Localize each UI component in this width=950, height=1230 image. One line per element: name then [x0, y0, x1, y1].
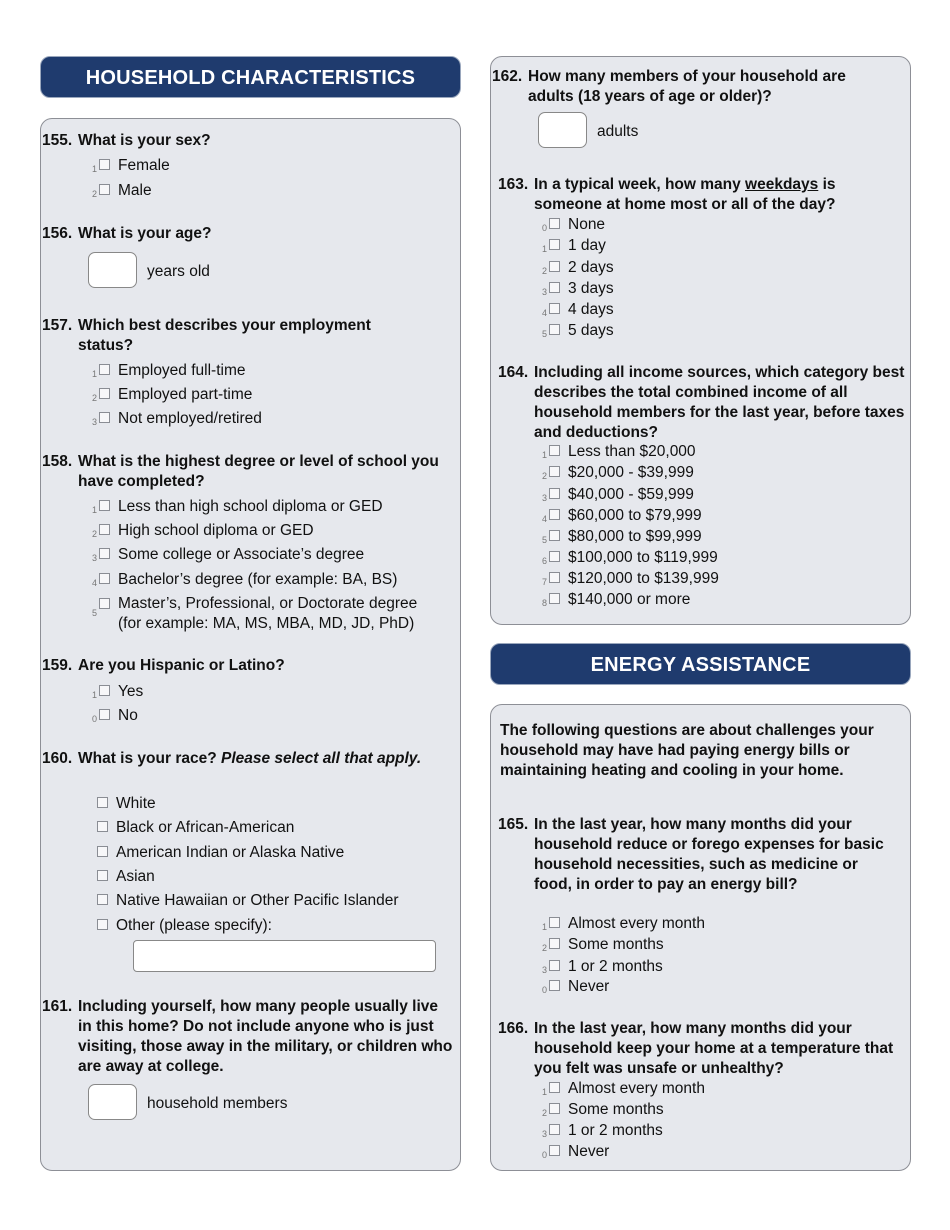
option-code: 3	[541, 965, 547, 975]
question-158	[42, 452, 452, 492]
option-code: 1	[91, 164, 97, 174]
option-label: None	[568, 216, 606, 233]
option-label: 1 or 2 months	[568, 958, 663, 975]
checkbox[interactable]	[549, 551, 560, 562]
household-members-unit-label: household members	[147, 1095, 288, 1112]
option-less-than-high-school[interactable]	[88, 497, 383, 517]
option-label: Almost every month	[568, 1080, 705, 1097]
checkbox[interactable]	[549, 218, 560, 229]
option-4-days[interactable]	[538, 300, 614, 320]
option-code: 2	[541, 471, 547, 481]
option-not-employed[interactable]	[88, 409, 262, 429]
question-number: 163.	[498, 176, 529, 193]
checkbox[interactable]	[97, 870, 108, 881]
option-code: 1	[91, 369, 97, 379]
checkbox[interactable]	[97, 821, 108, 832]
option-label: Less than high school diploma or GED	[118, 498, 383, 515]
option-code: 3	[91, 417, 97, 427]
option-asian[interactable]	[97, 867, 155, 887]
energy-assistance-header: ENERGY ASSISTANCE	[490, 643, 911, 685]
option-label: 5 days	[568, 322, 614, 339]
option-label: Other (please specify):	[116, 917, 272, 934]
question-number: 160.	[42, 750, 73, 767]
option-label: Some months	[568, 1101, 664, 1118]
question-text: Are you Hispanic or Latino?	[78, 657, 285, 674]
checkbox[interactable]	[549, 572, 560, 583]
option-label: 2 days	[568, 259, 614, 276]
checkbox[interactable]	[549, 239, 560, 250]
option-income-7[interactable]	[538, 569, 719, 589]
option-code: 1	[541, 450, 547, 460]
question-number: 162.	[492, 68, 523, 85]
question-160	[42, 749, 442, 769]
question-number: 158.	[42, 453, 73, 470]
question-number: 156.	[42, 225, 73, 242]
option-code: 5	[91, 608, 97, 618]
option-yes[interactable]	[88, 682, 143, 702]
option-label: American Indian or Alaska Native	[116, 844, 345, 861]
checkbox[interactable]	[99, 412, 110, 423]
household-characteristics-header: HOUSEHOLD CHARACTERISTICS	[40, 56, 461, 98]
option-no[interactable]	[88, 706, 138, 726]
option-label-continued: (for example: MA, MS, MBA, MD, JD, PhD)	[118, 615, 415, 632]
checkbox[interactable]	[549, 917, 560, 928]
option-label: $60,000 to $79,999	[568, 507, 702, 524]
question-text: What is your sex?	[78, 132, 211, 149]
option-code: 4	[541, 514, 547, 524]
option-code: 3	[541, 493, 547, 503]
option-code: 3	[541, 287, 547, 297]
option-code: 4	[541, 308, 547, 318]
question-text-part2: is someone at home most or all of the day?	[534, 176, 836, 213]
option-almost-every-month[interactable]	[538, 914, 705, 934]
option-label: $40,000 - $59,999	[568, 486, 694, 503]
checkbox[interactable]	[99, 573, 110, 584]
option-male[interactable]	[88, 181, 152, 201]
checkbox[interactable]	[549, 488, 560, 499]
option-label: Master’s, Professional, or Doctorate degree	[118, 595, 418, 612]
checkbox[interactable]	[549, 980, 560, 991]
checkbox[interactable]	[99, 500, 110, 511]
question-number: 164.	[498, 364, 529, 381]
age-unit-label: years old	[147, 263, 210, 280]
option-code: 5	[541, 329, 547, 339]
option-code: 2	[541, 943, 547, 953]
option-5-days[interactable]	[538, 321, 614, 341]
question-text: Including yourself, how many people usually live in this home? Do not include anyone who is just visiting, those away in the military, or children who are away at college.	[78, 998, 453, 1075]
question-text: In the last year, how many months did your household reduce or forego expenses for basic household necessities, such as medicine or food, in order to pay an energy bill?	[534, 816, 884, 893]
option-label: Asian	[116, 868, 155, 885]
question-instruction: Please select all that apply.	[221, 750, 422, 767]
option-label: Almost every month	[568, 915, 705, 932]
other-specify-input[interactable]	[133, 940, 436, 972]
option-code: 1	[541, 1087, 547, 1097]
question-165	[498, 815, 896, 895]
checkbox[interactable]	[549, 509, 560, 520]
option-label: Some college or Associate’s degree	[118, 546, 365, 563]
question-text: What is your age?	[78, 225, 212, 242]
question-166	[498, 1019, 908, 1079]
checkbox[interactable]	[549, 1103, 560, 1114]
option-employed-part-time[interactable]	[88, 385, 252, 405]
option-label: $20,000 - $39,999	[568, 464, 694, 481]
question-text: How many members of your household are adults (18 years of age or older)?	[528, 68, 846, 105]
question-155	[42, 131, 452, 151]
adults-unit-label: adults	[597, 123, 639, 140]
option-code: 7	[541, 577, 547, 587]
question-157	[42, 316, 422, 356]
option-code: 2	[91, 189, 97, 199]
option-1-day[interactable]	[538, 236, 606, 256]
option-label: Female	[118, 157, 170, 174]
question-text: Including all income sources, which category best describes the total combined income of all household members for the last year, before taxes and deductions?	[534, 364, 905, 441]
question-number: 165.	[498, 816, 529, 833]
option-label: 4 days	[568, 301, 614, 318]
checkbox[interactable]	[549, 1145, 560, 1156]
option-label: 3 days	[568, 280, 614, 297]
option-income-1[interactable]	[538, 442, 696, 462]
option-female[interactable]	[88, 156, 170, 176]
option-some-months[interactable]	[538, 1100, 664, 1120]
question-156	[42, 224, 452, 244]
checkbox[interactable]	[99, 548, 110, 559]
option-bachelors[interactable]	[88, 570, 397, 590]
option-never[interactable]	[538, 977, 609, 997]
checkbox[interactable]	[549, 324, 560, 335]
option-label: No	[118, 707, 138, 724]
question-text-emphasis: weekdays	[745, 176, 819, 193]
checkbox[interactable]	[99, 598, 110, 609]
option-code: 4	[91, 578, 97, 588]
question-161	[42, 997, 454, 1077]
option-label: Less than $20,000	[568, 443, 696, 460]
option-code: 2	[541, 266, 547, 276]
checkbox[interactable]	[549, 261, 560, 272]
question-text: In the last year, how many months did your household keep your home at a temperature that you felt was unsafe or unhealthy?	[534, 1020, 894, 1077]
checkbox[interactable]	[549, 960, 560, 971]
option-code: 1	[91, 505, 97, 515]
checkbox[interactable]	[99, 524, 110, 535]
option-code: 3	[541, 1129, 547, 1139]
option-high-school[interactable]	[88, 521, 314, 541]
option-label: White	[116, 795, 156, 812]
option-1-or-2-months[interactable]	[538, 1121, 663, 1141]
question-number: 159.	[42, 657, 73, 674]
option-label: Employed part-time	[118, 386, 253, 403]
option-code: 0	[91, 714, 97, 724]
option-income-3[interactable]	[538, 485, 694, 505]
question-number: 155.	[42, 132, 73, 149]
question-164	[498, 363, 908, 443]
checkbox[interactable]	[549, 445, 560, 456]
option-2-days[interactable]	[538, 258, 614, 278]
household-members-input-box[interactable]	[88, 1084, 137, 1120]
checkbox[interactable]	[99, 159, 110, 170]
option-white[interactable]	[97, 794, 156, 814]
question-text: Which best describes your employment status?	[78, 317, 371, 354]
checkbox[interactable]	[99, 709, 110, 720]
checkbox[interactable]	[549, 466, 560, 477]
option-almost-every-month[interactable]	[538, 1079, 705, 1099]
checkbox[interactable]	[549, 282, 560, 293]
option-label: 1 day	[568, 237, 606, 254]
option-code: 1	[91, 690, 97, 700]
option-some-college[interactable]	[88, 545, 364, 565]
option-label: $80,000 to $99,999	[568, 528, 702, 545]
option-masters-doctorate[interactable]	[88, 594, 417, 634]
checkbox[interactable]	[549, 938, 560, 949]
checkbox[interactable]	[99, 184, 110, 195]
question-163	[498, 175, 878, 215]
checkbox[interactable]	[549, 303, 560, 314]
option-employed-full-time[interactable]	[88, 361, 246, 381]
option-income-8[interactable]	[538, 590, 690, 610]
option-native-hawaiian[interactable]	[97, 891, 399, 911]
energy-intro: The following questions are about challenges your household may have had paying energy bills or maintaining heating and cooling in your home.	[500, 722, 874, 779]
question-text: What is your race?	[78, 750, 217, 767]
checkbox[interactable]	[99, 685, 110, 696]
option-income-5[interactable]	[538, 527, 702, 547]
option-code: 2	[541, 1108, 547, 1118]
question-text-part1: In a typical week, how many	[534, 176, 746, 193]
checkbox[interactable]	[549, 530, 560, 541]
question-number: 157.	[42, 317, 73, 334]
option-label: Not employed/retired	[118, 410, 262, 427]
checkbox[interactable]	[97, 797, 108, 808]
option-none[interactable]	[538, 215, 605, 235]
checkbox[interactable]	[97, 919, 108, 930]
question-162	[492, 67, 892, 107]
option-income-6[interactable]	[538, 548, 718, 568]
checkbox[interactable]	[549, 1082, 560, 1093]
option-some-months[interactable]	[538, 935, 664, 955]
option-label: Native Hawaiian or Other Pacific Islander	[116, 892, 399, 909]
option-label: $100,000 to $119,999	[568, 549, 718, 566]
option-label: 1 or 2 months	[568, 1122, 663, 1139]
option-code: 2	[91, 529, 97, 539]
option-label: $120,000 to $139,999	[568, 570, 719, 587]
option-code: 0	[541, 1150, 547, 1160]
option-income-2[interactable]	[538, 463, 694, 483]
option-black[interactable]	[97, 818, 294, 838]
age-input-box[interactable]	[88, 252, 137, 288]
option-label: Employed full-time	[118, 362, 246, 379]
question-number: 166.	[498, 1020, 529, 1037]
option-code: 2	[91, 393, 97, 403]
option-code: 8	[541, 598, 547, 608]
option-other[interactable]	[97, 916, 272, 936]
option-code: 0	[541, 985, 547, 995]
checkbox[interactable]	[97, 894, 108, 905]
question-text: What is the highest degree or level of school you have completed?	[78, 453, 439, 490]
option-1-or-2-months[interactable]	[538, 957, 663, 977]
option-label: Never	[568, 978, 610, 995]
option-code: 0	[541, 223, 547, 233]
question-159	[42, 656, 452, 676]
adults-input-box[interactable]	[538, 112, 587, 148]
checkbox[interactable]	[549, 1124, 560, 1135]
checkbox[interactable]	[99, 364, 110, 375]
option-label: Yes	[118, 683, 144, 700]
option-label: Black or African-American	[116, 819, 295, 836]
option-code: 6	[541, 556, 547, 566]
option-code: 1	[541, 922, 547, 932]
checkbox[interactable]	[97, 846, 108, 857]
option-american-indian[interactable]	[97, 843, 344, 863]
option-label: Bachelor’s degree (for example: BA, BS)	[118, 571, 398, 588]
option-label: Never	[568, 1143, 610, 1160]
option-label: Some months	[568, 936, 664, 953]
checkbox[interactable]	[549, 593, 560, 604]
checkbox[interactable]	[99, 388, 110, 399]
option-never[interactable]	[538, 1142, 609, 1162]
option-label: Male	[118, 182, 152, 199]
question-number: 161.	[42, 998, 73, 1015]
option-code: 1	[541, 244, 547, 254]
option-code: 3	[91, 553, 97, 563]
option-label: High school diploma or GED	[118, 522, 314, 539]
option-code: 5	[541, 535, 547, 545]
option-income-4[interactable]	[538, 506, 702, 526]
option-label: $140,000 or more	[568, 591, 691, 608]
option-3-days[interactable]	[538, 279, 614, 299]
